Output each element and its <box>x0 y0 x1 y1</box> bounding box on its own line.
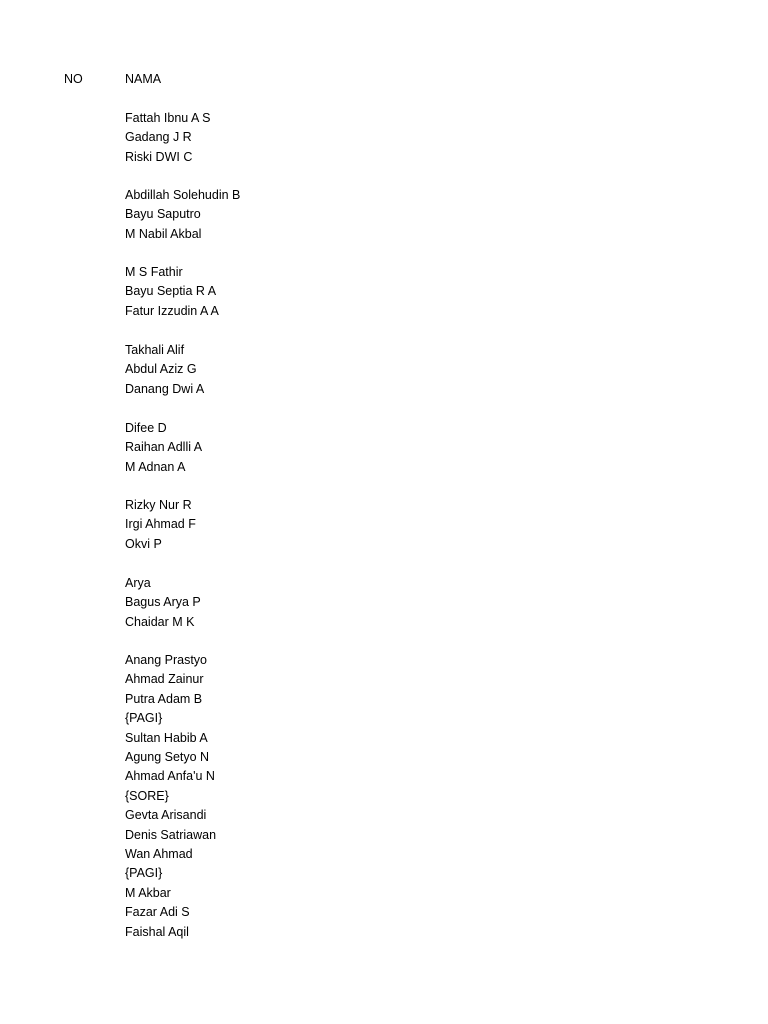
list-item: Difee D <box>125 421 167 435</box>
list-item: M Nabil Akbal <box>125 226 202 241</box>
list-item: Gadang J R <box>125 130 192 145</box>
list-item: {PAGI} <box>125 711 163 726</box>
list-item: Fazar Adi S <box>125 905 190 920</box>
list-item: Ahmad Anfa'u N <box>125 769 215 784</box>
list-item: Okvi P <box>125 536 162 551</box>
list-item: Wan Ahmad <box>125 847 193 861</box>
list-item: {SORE} <box>125 788 169 803</box>
list-item: Irgi Ahmad F <box>125 517 196 532</box>
list-item: Arya <box>125 576 151 590</box>
list-item: Danang Dwi A <box>125 381 205 396</box>
list-item: Gevta Arisandi <box>125 808 207 823</box>
name-list <box>125 0 425 1024</box>
list-item: Riski DWI C <box>125 149 193 164</box>
list-item: Ahmad Zainur <box>125 672 204 687</box>
list-item: Denis Satriawan <box>125 827 217 842</box>
list-item: Abdillah Solehudin B <box>125 188 241 202</box>
list-item: Anang Prastyo <box>125 653 207 667</box>
list-item: Rizky Nur R <box>125 498 192 512</box>
list-item: Fatur Izzudin A A <box>125 303 219 318</box>
list-item: Putra Adam B <box>125 691 203 706</box>
list-item: M Adnan A <box>125 459 186 474</box>
list-item: Bayu Septia R A <box>125 284 217 299</box>
list-item: Bayu Saputro <box>125 207 201 222</box>
column-header-no: NO <box>64 72 83 86</box>
list-item: Takhali Alif <box>125 343 185 357</box>
list-item: Abdul Aziz G <box>125 362 197 377</box>
list-item: M Akbar <box>125 885 171 900</box>
list-item: Faishal Aqil <box>125 924 189 939</box>
list-item: Chaidar M K <box>125 614 195 629</box>
list-item: Raihan Adlli A <box>125 440 203 455</box>
list-item: M S Fathir <box>125 265 183 279</box>
column-header-nama: NAMA <box>125 72 162 86</box>
list-item: {PAGI} <box>125 866 163 881</box>
list-item: Agung Setyo N <box>125 750 210 764</box>
list-item: Sultan Habib A <box>125 730 208 745</box>
list-item: Bagus Arya P <box>125 595 201 610</box>
list-item: Fattah Ibnu A S <box>125 111 211 125</box>
